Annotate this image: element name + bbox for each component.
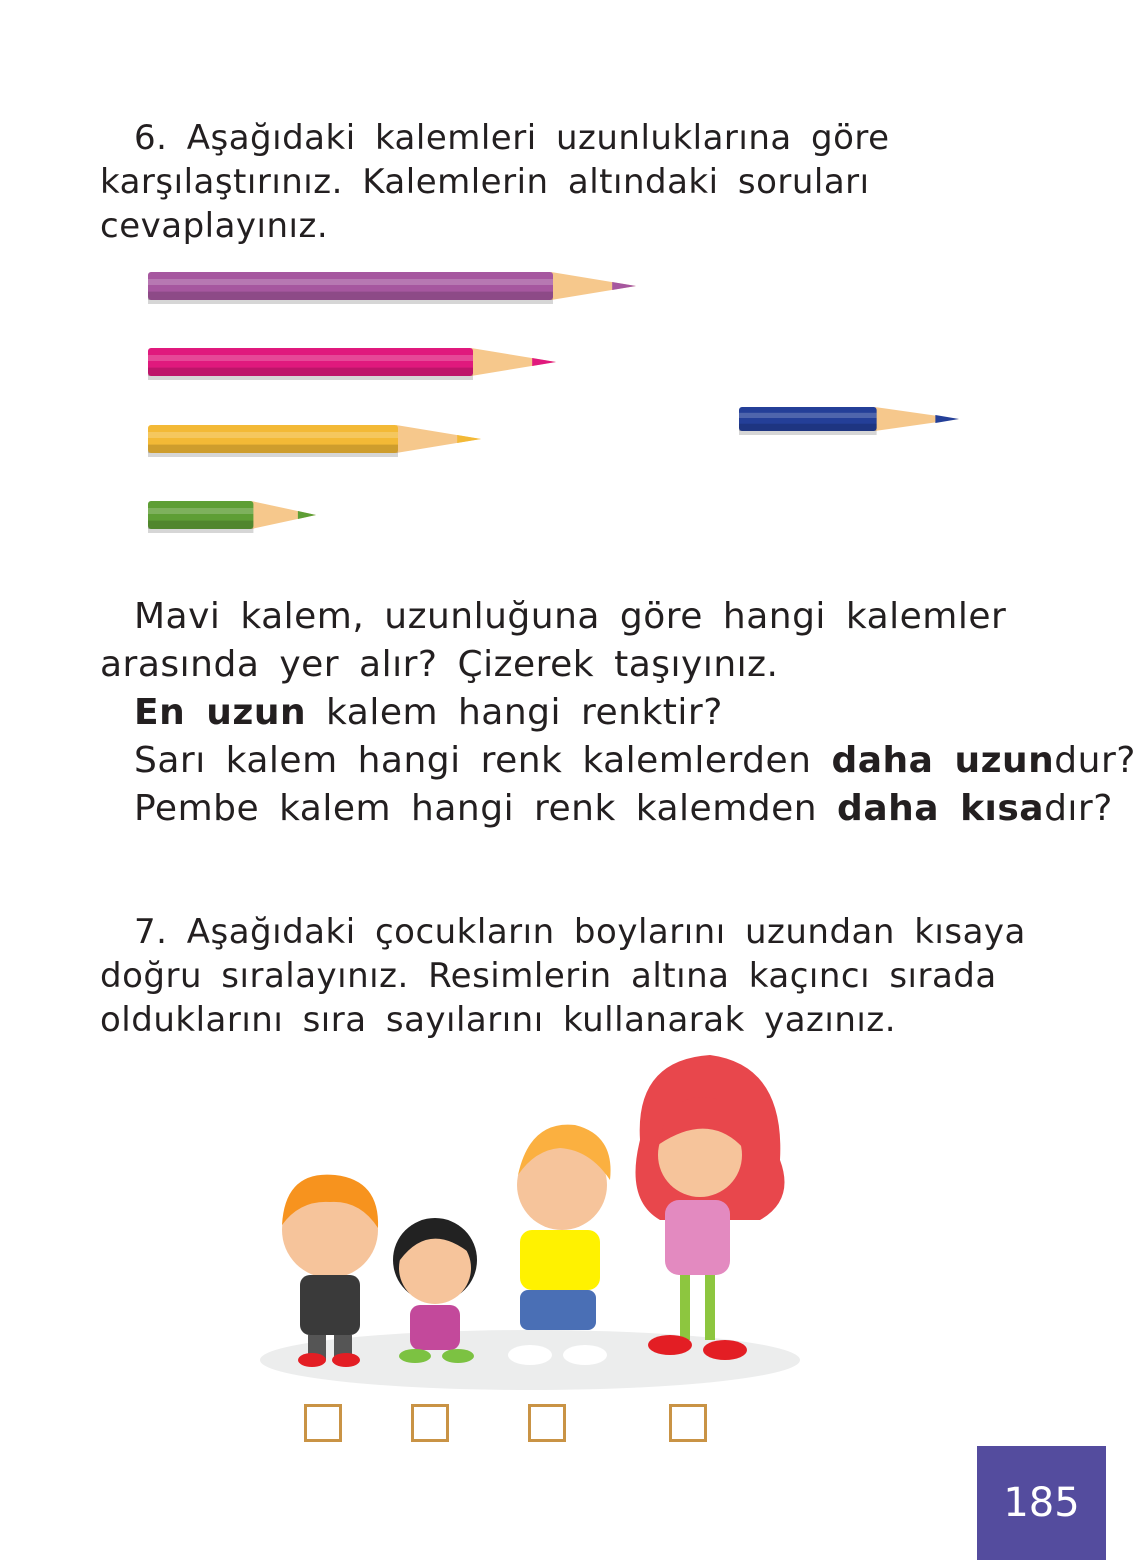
text: Sarı kalem hangi renk kalemlerden: [134, 740, 832, 781]
question-6-line: 6. Aşağıdaki kalemleri uzunluklarına göre: [134, 118, 890, 158]
bold-text: daha kısa: [837, 788, 1045, 829]
prompt-line: Mavi kalem, uzunluğuna göre hangi kalemler: [134, 596, 1007, 637]
answer-box[interactable]: [411, 1404, 449, 1442]
text: dur?: [1054, 740, 1136, 781]
pencil-green[interactable]: [146, 499, 321, 537]
subquestion-yellow: [134, 740, 1136, 781]
question-7-line: doğru sıralayınız. Resimlerin altına kaçıncı sırada: [100, 956, 997, 996]
answer-box[interactable]: [528, 1404, 566, 1442]
text: Pembe kalem hangi renk kalemden: [134, 788, 838, 829]
text: dır?: [1044, 788, 1113, 829]
subquestion-pink: [134, 788, 1113, 829]
pencil-yellow[interactable]: [146, 423, 486, 461]
question-6-line: karşılaştırınız. Kalemlerin altındaki soruları: [100, 162, 870, 202]
prompt-line: arasında yer alır? Çizerek taşıyınız.: [100, 644, 779, 685]
pencil-purple[interactable]: [146, 270, 641, 308]
bold-text: En uzun: [134, 692, 307, 733]
page-number: 185: [977, 1446, 1106, 1560]
pencil-blue-draggable[interactable]: [737, 405, 965, 439]
bold-text: daha uzun: [831, 740, 1055, 781]
child-girl-tallest: [636, 1055, 785, 1360]
text: kalem hangi renktir?: [306, 692, 723, 733]
child-boy-tall: [508, 1125, 611, 1365]
answer-box[interactable]: [669, 1404, 707, 1442]
question-6-line: cevaplayınız.: [100, 206, 329, 246]
children-illustration: [240, 1050, 820, 1400]
question-7-line: 7. Aşağıdaki çocukların boylarını uzundan kısaya: [134, 912, 1026, 952]
answer-box[interactable]: [304, 1404, 342, 1442]
question-7-line: olduklarını sıra sayılarını kullanarak yazınız.: [100, 1000, 896, 1040]
subquestion-longest: [134, 692, 723, 733]
pencil-pink[interactable]: [146, 346, 561, 384]
